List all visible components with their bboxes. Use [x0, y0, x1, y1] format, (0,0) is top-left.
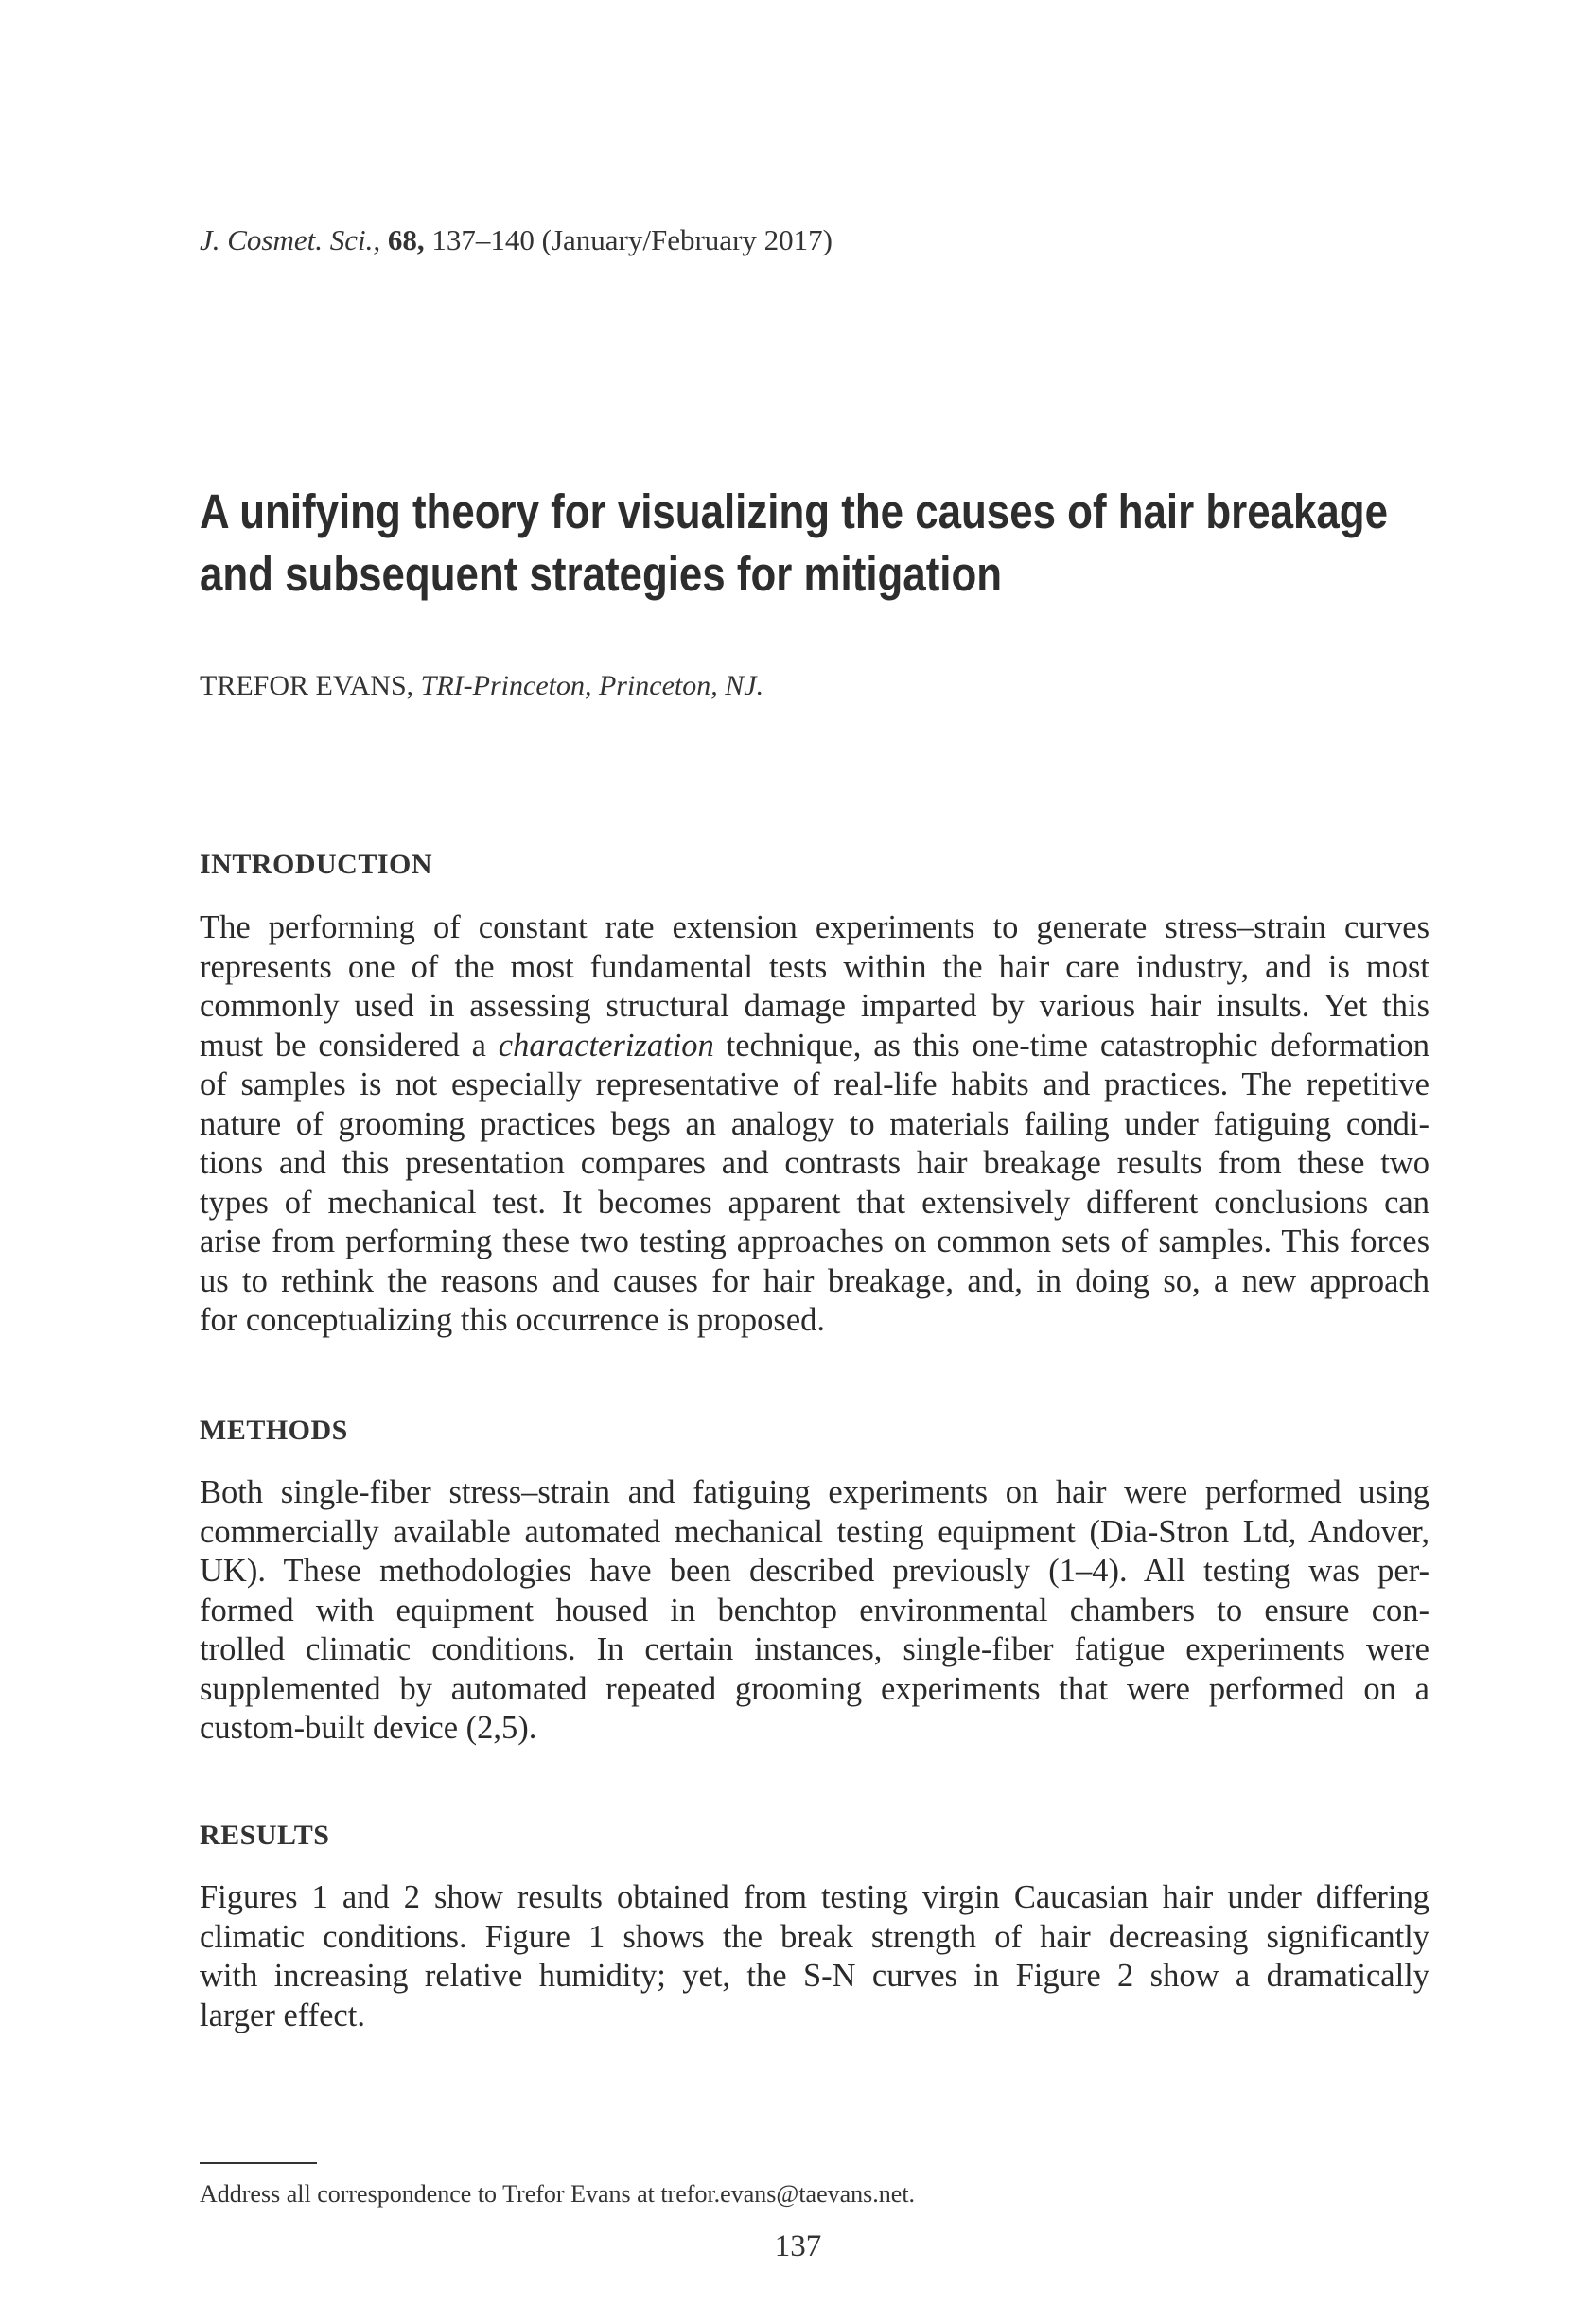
author-affiliation: TRI-Princeton, Princeton, NJ.: [420, 670, 764, 701]
text-line: types of mechanical test. It becomes apparent that extensively different conclusions can: [200, 1184, 1429, 1221]
text-line: larger effect.: [200, 1997, 365, 2033]
journal-citation: [200, 223, 833, 257]
article-title: [200, 481, 1388, 606]
text-line: [200, 1027, 1429, 1066]
footnote-divider: [200, 2162, 317, 2164]
emphasis-characterization: characterization: [498, 1027, 714, 1064]
text-line: of samples is not especially representative of real-life habits and practices. The repetitive: [200, 1066, 1429, 1102]
text-line: commercially available automated mechanical testing equipment (Dia-Stron Ltd, Andover,: [200, 1513, 1429, 1550]
page-number: 137: [774, 2229, 822, 2263]
text-line: us to rethink the reasons and causes for hair breakage, and, in doing so, a new approach: [200, 1262, 1429, 1299]
text-line: arise from performing these two testing approaches on common sets of samples. This forces: [200, 1223, 1429, 1259]
text-line: tions and this presentation compares and contrasts hair breakage results from these two: [200, 1145, 1429, 1181]
text-line: for conceptualizing this occurrence is proposed.: [200, 1302, 826, 1338]
text-line: with increasing relative humidity; yet, the S-N curves in Figure 2 show a dramatically: [200, 1958, 1429, 1994]
text-line: formed with equipment housed in benchtop environmental chambers to ensure con-: [200, 1592, 1429, 1628]
journal-name: J. Cosmet. Sci.,: [200, 223, 381, 256]
correspondence-footnote: Address all correspondence to Trefor Evans at trefor.evans@taevans.net.: [200, 2180, 916, 2208]
journal-volume: 68,: [387, 223, 425, 256]
text-line: climatic conditions. Figure 1 shows the break strength of hair decreasing significantly: [200, 1918, 1429, 1955]
methods-paragraph: [200, 1473, 1429, 1749]
text-line: custom-built device (2,5).: [200, 1710, 537, 1746]
text-line: Figures 1 and 2 show results obtained from testing virgin Caucasian hair under differing: [200, 1879, 1429, 1915]
results-heading: RESULTS: [200, 1820, 330, 1851]
title-line-2: and subsequent strategies for mitigation: [200, 547, 1003, 601]
text-line: Both single-fiber stress–strain and fatiguing experiments on hair were performed using: [200, 1474, 1429, 1510]
text-segment: technique, as this one-time catastrophic deformation: [726, 1027, 1430, 1064]
journal-pages-date: 137–140 (January/February 2017): [431, 223, 833, 256]
title-line-1: A unifying theory for visualizing the causes of hair breakage: [200, 484, 1388, 538]
text-line: represents one of the most fundamental tests within the hair care industry, and is most: [200, 948, 1429, 985]
text-line: trolled climatic conditions. In certain instances, single-fiber fatigue experiments were: [200, 1631, 1429, 1667]
text-line: The performing of constant rate extension experiments to generate stress–strain curves: [200, 909, 1429, 945]
text-segment: must be considered a: [200, 1027, 486, 1064]
author-name: TREFOR EVANS,: [200, 670, 414, 701]
author-line: [200, 670, 763, 702]
text-line: supplemented by automated repeated grooming experiments that were performed on a: [200, 1670, 1429, 1707]
introduction-heading: INTRODUCTION: [200, 849, 433, 880]
text-line: commonly used in assessing structural damage imparted by various hair insults. Yet this: [200, 988, 1429, 1024]
text-line: UK). These methodologies have been described previously (1–4). All testing was per-: [200, 1553, 1429, 1589]
text-line: nature of grooming practices begs an analogy to materials failing under fatiguing condi-: [200, 1105, 1429, 1142]
introduction-paragraph: [200, 908, 1429, 1341]
results-paragraph: [200, 1878, 1429, 2035]
methods-heading: METHODS: [200, 1415, 348, 1446]
